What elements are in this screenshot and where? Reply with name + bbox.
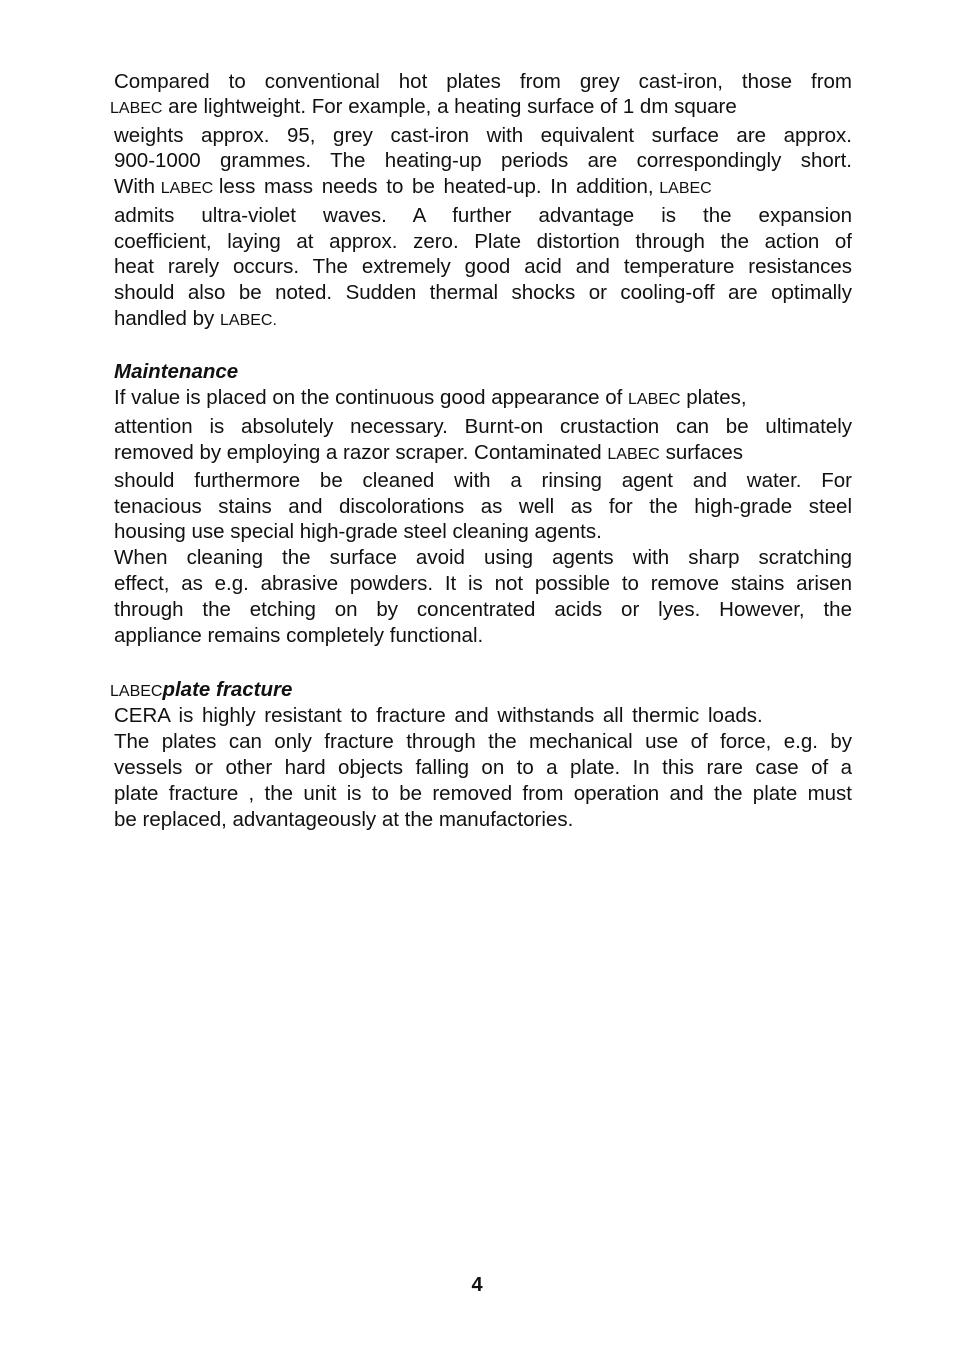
fracture-line-2: The plates can only fracture through the mechanical use of force, e.g. by [114,730,852,753]
fracture-heading [110,677,292,705]
brand-label: LABEC. [220,312,277,329]
maintenance-line-3 [114,440,852,466]
page-number: 4 [471,1274,483,1296]
fracture-line-1: CERA is highly resistant to fracture and withstands all thermic loads. [114,704,763,727]
intro-line-10-a: handled by [114,307,215,330]
intro-line-5-b: less mass needs to be heated-up. In addition, [218,175,654,198]
maintenance-line-10: appliance remains completely functional. [114,624,484,647]
intro-line-8: heat rarely occurs. The extremely good acid and temperature resistances [114,255,852,278]
maintenance-line-2: attention is absolutely necessary. Burnt-on crustaction can be ultimately [114,415,852,438]
maintenance-line-3-a: removed by employing a razor scraper. Contaminated [114,441,602,464]
intro-line-4: 900-1000 grammes. The heating-up periods are correspondingly short. [114,149,852,172]
brand-label: LABEC [607,446,660,463]
maintenance-line-1-b: plates, [686,386,747,409]
maintenance-line-1-a: If value is placed on the continuous good appearance of [114,386,623,409]
intro-line-2-text: are lightweight. For example, a heating surface of 1 dm square [168,95,737,118]
maintenance-line-1 [114,385,852,411]
fracture-heading-text: plate fracture [162,678,293,701]
brand-label: LABEC [160,180,214,197]
maintenance-line-5: tenacious stains and discolorations as well as for the high-grade steel [114,495,852,518]
intro-line-2 [110,94,848,120]
intro-line-9: should also be noted. Sudden thermal shocks or cooling-off are optimally [114,281,852,304]
fracture-line-5: be replaced, advantageously at the manufactories. [114,808,574,831]
maintenance-heading: Maintenance [114,360,239,383]
intro-line-6: admits ultra-violet waves. A further advantage is the expansion [114,204,852,227]
brand-label: LABEC [110,683,163,700]
brand-label: LABEC [110,100,163,117]
maintenance-line-8: effect, as e.g. abrasive powders. It is not possible to remove stains arisen [114,572,852,595]
maintenance-line-6: housing use special high-grade steel cleaning agents. [114,520,602,543]
intro-line-10 [114,306,852,332]
intro-line-7: coefficient, laying at approx. zero. Plate distortion through the action of [114,230,852,253]
document-page [110,0,852,1350]
maintenance-line-4: should furthermore be cleaned with a rinsing agent and water. For [114,469,852,492]
brand-label: LABEC [659,180,712,197]
maintenance-line-9: through the etching on by concentrated acids or lyes. However, the [114,598,852,621]
intro-line-5-a: With [114,175,155,198]
fracture-line-3: vessels or other hard objects falling on to a plate. In this rare case of a [114,756,852,779]
intro-line-5 [114,174,852,200]
maintenance-line-7: When cleaning the surface avoid using agents with sharp scratching [114,546,852,569]
brand-label: LABEC [628,391,681,408]
intro-line-3: weights approx. 95, grey cast-iron with equivalent surface are approx. [114,124,852,147]
maintenance-line-3-b: surfaces [665,441,744,464]
fracture-line-4: plate fracture , the unit is to be removed from operation and the plate must [114,782,852,805]
intro-line-1: Compared to conventional hot plates from grey cast-iron, those from [114,70,852,93]
